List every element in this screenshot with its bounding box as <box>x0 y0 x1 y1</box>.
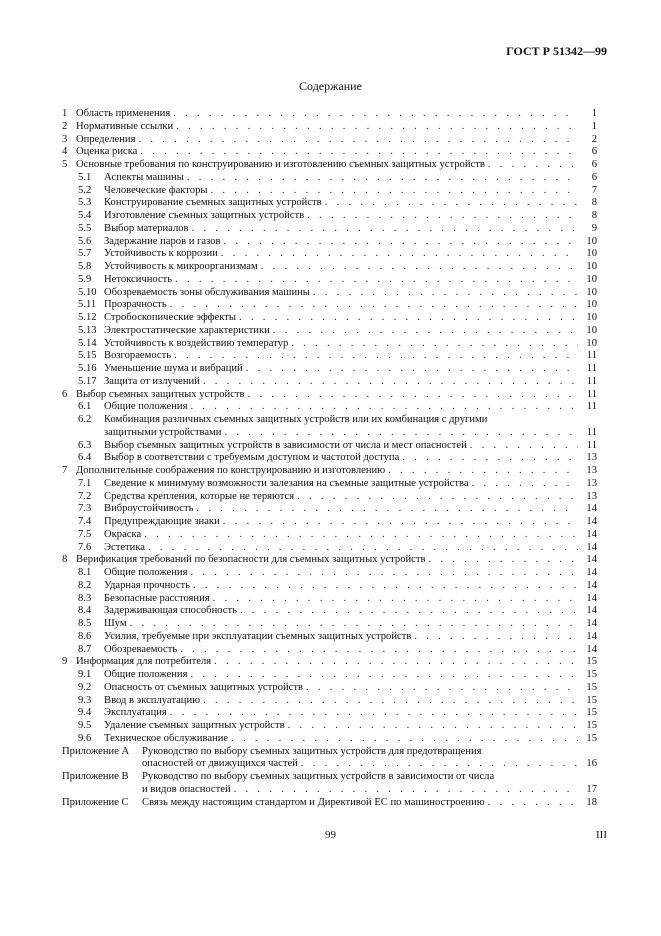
toc-entry-title: Устойчивость к микроорганизмам <box>104 261 258 272</box>
toc-entry-page: 11 <box>586 388 597 400</box>
toc-entry-page: 14 <box>586 554 597 566</box>
toc-dot-leader <box>307 210 578 223</box>
toc-entry-page: 10 <box>586 324 597 336</box>
toc-entry-number: 5.8 <box>78 261 92 272</box>
toc-entry[interactable] <box>62 554 597 567</box>
toc-entry[interactable] <box>62 631 597 644</box>
toc-entry-page: 2 <box>591 133 597 145</box>
toc-entry-title: Определения <box>76 133 136 145</box>
toc-entry-page: 11 <box>586 375 597 387</box>
toc-entry-number: 6.2 <box>78 414 92 425</box>
toc-entry-number: 9 <box>62 656 68 668</box>
toc-entry-number: 8.1 <box>78 567 92 578</box>
toc-dot-leader <box>190 669 578 682</box>
toc-entry-number: 7.5 <box>78 528 92 540</box>
toc-entry-page: 15 <box>586 669 597 680</box>
toc-entry-title: Задерживающая способность <box>104 605 237 617</box>
toc-entry-number: 8.4 <box>78 605 92 617</box>
toc-entry-number: 4 <box>62 146 68 158</box>
toc-entry-page: 6 <box>591 146 597 158</box>
toc-entry-title: Стробоскопические эффекты <box>104 312 236 323</box>
toc-dot-leader <box>203 695 578 708</box>
toc-entry-page: 11 <box>586 426 597 438</box>
toc-entry-title: Общие положения <box>104 669 188 680</box>
toc-entry-page: 11 <box>586 350 597 362</box>
toc-dot-leader <box>414 631 578 644</box>
toc-entry-title: Оценка риска <box>76 146 138 158</box>
toc-entry-title: Руководство по выбору съемных защитных устройств в зависимости от числа <box>142 771 495 782</box>
toc-dot-leader <box>170 299 578 312</box>
toc-dot-leader <box>130 618 578 631</box>
toc-dot-leader <box>306 682 578 695</box>
toc-entry[interactable] <box>62 134 597 147</box>
toc-entry-number: 5.6 <box>78 235 92 247</box>
toc-dot-leader <box>402 452 578 465</box>
toc-entry-number: 5.10 <box>78 286 97 298</box>
toc-entry[interactable] <box>62 465 597 478</box>
toc-entry-title: Опасность от съемных защитных устройств <box>104 681 303 693</box>
toc-entry-page: 14 <box>586 528 597 540</box>
toc-dot-leader <box>196 503 578 516</box>
toc-dot-leader <box>170 707 578 720</box>
toc-entry-page: 7 <box>591 184 597 196</box>
toc-entry-page: 13 <box>586 477 597 489</box>
toc-dot-leader <box>301 758 578 771</box>
toc-entry-page: 13 <box>586 452 597 464</box>
toc-entry-title: Информация для потребителя <box>76 656 212 668</box>
toc-entry-number: 8.2 <box>78 579 92 591</box>
toc-entry[interactable] <box>62 516 597 529</box>
toc-dot-leader <box>273 325 578 338</box>
document-code: ГОСТ Р 51342—99 <box>506 44 607 58</box>
toc-dot-leader <box>148 542 578 555</box>
toc-entry-title: Защита от излучений <box>104 375 200 387</box>
toc-entry-page: 14 <box>586 630 597 642</box>
toc-entry-page: 11 <box>586 439 597 451</box>
toc-entry-title: Задержание паров и газов <box>104 235 221 247</box>
toc-dot-leader <box>180 644 578 657</box>
toc-dot-leader <box>144 529 578 542</box>
toc-entry[interactable] <box>62 758 597 771</box>
toc-entry[interactable] <box>62 108 597 121</box>
toc-entry[interactable] <box>62 185 597 198</box>
toc-entry-title: Комбинация различных съемных защитных устройств или их комбинация с другими <box>104 414 488 425</box>
toc-entry-number: 5.7 <box>78 248 92 260</box>
toc-dot-leader <box>248 389 578 402</box>
toc-entry-title: Выбор съемных защитных устройств <box>76 388 245 400</box>
toc-entry-number: 9.1 <box>78 669 92 680</box>
toc-entry-title: Средства крепления, которые не теряются <box>104 490 295 502</box>
toc-entry-number: 1 <box>62 108 68 119</box>
toc-entry-page: 10 <box>586 286 597 298</box>
toc-dot-leader <box>261 261 578 274</box>
toc-entry-page: 14 <box>586 618 597 629</box>
toc-entry-page: 14 <box>586 592 597 604</box>
toc-entry[interactable] <box>62 707 597 720</box>
toc-entry-title: Выбор материалов <box>104 222 189 234</box>
toc-entry-number: 9.6 <box>78 732 92 744</box>
toc-entry-page: 10 <box>586 299 597 311</box>
toc-entry-page: 8 <box>591 197 597 209</box>
toc-entry-title: Возгораемость <box>104 350 172 362</box>
toc-entry-title: Нетоксичность <box>104 273 173 285</box>
toc-dot-leader <box>488 159 578 172</box>
toc-dot-leader <box>297 491 578 504</box>
toc-dot-leader <box>187 172 578 185</box>
toc-entry-page: 10 <box>586 235 597 247</box>
toc-entry[interactable] <box>62 784 597 797</box>
toc-entry-page: 14 <box>586 541 597 553</box>
toc-entry[interactable] <box>62 580 597 593</box>
toc-entry-title: опасностей от движущихся частей <box>142 758 298 770</box>
toc-entry-page: 18 <box>586 796 597 808</box>
toc-entry-number: 5.3 <box>78 197 92 209</box>
toc-entry[interactable] <box>62 491 597 504</box>
toc-entry-title: Дополнительные соображения по конструированию и изготовлению <box>76 465 386 476</box>
toc-dot-leader <box>140 146 578 159</box>
toc-dot-leader <box>224 427 578 440</box>
toc-entry-number: 5.2 <box>78 184 92 196</box>
toc-entry-title: Прозрачность <box>104 299 167 311</box>
page-number: 99 <box>325 829 336 841</box>
toc-entry-number: 6.1 <box>78 401 92 413</box>
toc-entry[interactable] <box>62 644 597 657</box>
toc-entry[interactable] <box>62 389 597 402</box>
toc-dot-leader <box>173 108 578 121</box>
toc-entry-page: 1 <box>591 108 597 119</box>
toc-entry-page: 15 <box>586 681 597 693</box>
toc-entry[interactable] <box>62 452 597 465</box>
toc-entry[interactable] <box>62 593 597 606</box>
toc-entry-number: 8.5 <box>78 618 92 629</box>
toc-dot-leader <box>488 797 578 810</box>
toc-dot-leader <box>214 656 578 669</box>
toc-dot-leader <box>224 236 578 249</box>
toc-entry[interactable] <box>62 350 597 363</box>
toc-entry[interactable] <box>62 478 597 491</box>
toc-entry[interactable] <box>62 618 597 631</box>
toc-entry-title: Обозреваемость <box>104 643 178 655</box>
toc-entry-title: Нормативные ссылки <box>76 120 174 132</box>
toc-entry-number: 5.5 <box>78 222 92 234</box>
toc-entry[interactable] <box>62 363 597 376</box>
toc-dot-leader <box>246 363 578 376</box>
toc-entry[interactable] <box>62 159 597 172</box>
toc-entry[interactable] <box>62 248 597 261</box>
toc-entry-page: 10 <box>586 337 597 349</box>
toc-entry[interactable] <box>62 682 597 695</box>
toc-entry[interactable] <box>62 746 597 759</box>
toc-entry[interactable] <box>62 669 597 682</box>
toc-entry-title: Руководство по выбору съемных защитных устройств для предотвращения <box>142 745 482 757</box>
toc-entry-page: 14 <box>586 643 597 655</box>
toc-dot-leader <box>174 350 578 363</box>
toc-dot-leader <box>138 134 578 147</box>
toc-entry-page: 9 <box>591 222 597 234</box>
toc-entry[interactable] <box>62 121 597 134</box>
toc-entry-title: защитными устройствами <box>104 426 222 438</box>
toc-dot-leader <box>203 376 578 389</box>
toc-entry-title: Ввод в эксплуатацию <box>104 694 201 706</box>
toc-entry-number: 7.3 <box>78 503 92 515</box>
toc-entry-number: 5 <box>62 159 68 170</box>
toc-entry-number: 7.1 <box>78 477 92 489</box>
toc-entry[interactable] <box>62 236 597 249</box>
toc-entry-page: 16 <box>586 758 597 770</box>
toc-entry[interactable] <box>62 605 597 618</box>
toc-dot-leader <box>291 338 578 351</box>
toc-entry[interactable] <box>62 656 597 669</box>
toc-entry-title: Выбор съемных защитных устройств в зависимости от числа и мест опасностей <box>104 439 467 451</box>
toc-entry-title: Устойчивость к воздействию температур <box>104 337 289 349</box>
toc-entry[interactable] <box>62 720 597 733</box>
toc-entry-title: и видов опасностей <box>142 783 231 795</box>
toc-entry-page: 11 <box>586 401 597 413</box>
toc-entry-title: Усилия, требуемые при эксплуатации съемных защитных устройств <box>104 630 412 642</box>
toc-entry-page: 15 <box>586 694 597 706</box>
toc-entry[interactable] <box>62 287 597 300</box>
toc-entry-number: Приложение С <box>62 796 129 808</box>
toc-entry-number: 7.2 <box>78 490 92 502</box>
toc-entry-number: Приложение В <box>62 771 129 782</box>
toc-entry-number: 5.9 <box>78 273 92 285</box>
toc-entry[interactable] <box>62 503 597 516</box>
toc-entry[interactable] <box>62 440 597 453</box>
toc-entry-title: Эксплуатация <box>104 707 167 719</box>
toc-entry-number: Приложение А <box>62 745 130 757</box>
toc-dot-leader <box>193 580 578 593</box>
toc-entry-number: 7.6 <box>78 541 92 553</box>
toc-entry-title: Аспекты машины <box>104 171 184 183</box>
toc-dot-leader <box>429 554 579 567</box>
toc-entry-page: 14 <box>586 503 597 515</box>
toc-entry[interactable] <box>62 771 597 784</box>
toc-entry[interactable] <box>62 261 597 274</box>
toc-entry[interactable] <box>62 146 597 159</box>
toc-dot-leader <box>192 223 578 236</box>
toc-entry-number: 8.7 <box>78 643 92 655</box>
toc-entry-title: Изготовление съемных защитных устройств <box>104 210 305 221</box>
toc-dot-leader <box>213 593 578 606</box>
toc-entry-page: 6 <box>591 159 597 170</box>
toc-entry[interactable] <box>62 695 597 708</box>
roman-page-number: III <box>596 829 607 841</box>
toc-entry[interactable] <box>62 299 597 312</box>
toc-entry-page: 15 <box>586 732 597 744</box>
toc-dot-leader <box>239 312 578 325</box>
toc-entry-number: 3 <box>62 133 68 145</box>
toc-entry-number: 8 <box>62 554 68 566</box>
toc-entry[interactable] <box>62 401 597 414</box>
toc-dot-leader <box>240 605 578 618</box>
toc-entry[interactable] <box>62 376 597 389</box>
toc-entry-title: Эстетика <box>104 541 146 553</box>
toc-entry-title: Удаление съемных защитных устройств <box>104 720 285 731</box>
toc-entry-page: 15 <box>586 720 597 731</box>
toc-dot-leader <box>175 274 578 287</box>
toc-entry-number: 9.2 <box>78 681 92 693</box>
toc-entry-title: Техническое обслуживание <box>104 732 229 744</box>
toc-entry-page: 10 <box>586 261 597 272</box>
toc-entry-number: 9.4 <box>78 707 92 719</box>
toc-entry[interactable] <box>62 274 597 287</box>
toc-entry-number: 5.12 <box>78 312 97 323</box>
toc-entry-page: 14 <box>586 516 597 527</box>
toc-dot-leader <box>325 197 578 210</box>
page-title: Содержание <box>299 79 362 93</box>
toc-entry[interactable] <box>62 325 597 338</box>
toc-entry-page: 14 <box>586 579 597 591</box>
toc-entry-title: Верификация требований по безопасности для съемных защитных устройств <box>76 554 426 566</box>
toc-entry-page: 8 <box>591 210 597 221</box>
toc-dot-leader <box>223 516 578 529</box>
toc-entry[interactable] <box>62 223 597 236</box>
toc-entry-page: 10 <box>586 312 597 323</box>
toc-entry-title: Шум <box>104 618 127 629</box>
toc-dot-leader <box>190 401 578 414</box>
toc-entry[interactable] <box>62 542 597 555</box>
toc-entry-page: 14 <box>586 605 597 617</box>
toc-entry-number: 6.4 <box>78 452 92 464</box>
toc-dot-leader <box>388 465 578 478</box>
toc-entry-title: Конструирование съемных защитных устройств <box>104 197 322 209</box>
toc-entry[interactable] <box>62 529 597 542</box>
toc-entry-page: 10 <box>586 248 597 260</box>
toc-entry-title: Уменьшение шума и вибраций <box>104 363 243 374</box>
toc-entry-number: 5.17 <box>78 375 97 387</box>
toc-entry[interactable] <box>62 567 597 580</box>
toc-entry-title: Окраска <box>104 528 142 540</box>
toc-entry-number: 6.3 <box>78 439 92 451</box>
toc-entry-number: 5.13 <box>78 324 97 336</box>
toc-entry[interactable] <box>62 797 597 810</box>
toc-entry-number: 8.3 <box>78 592 92 604</box>
toc-entry-title: Ударная прочность <box>104 579 191 591</box>
toc-entry-page: 15 <box>586 656 597 668</box>
toc-entry[interactable] <box>62 172 597 185</box>
toc-entry-title: Область применения <box>76 108 171 119</box>
toc-entry-number: 5.4 <box>78 210 92 221</box>
toc-entry-number: 9.5 <box>78 720 92 731</box>
toc-entry-page: 15 <box>586 707 597 719</box>
toc-entry-number: 5.1 <box>78 171 92 183</box>
toc-entry-number: 5.14 <box>78 337 97 349</box>
toc-entry[interactable] <box>62 338 597 351</box>
toc-entry-page: 17 <box>586 783 597 795</box>
toc-entry-title: Выбор в соответствии с требуемым доступом и частотой доступа <box>104 452 400 464</box>
toc-entry-page: 11 <box>586 363 597 374</box>
toc-entry-title: Предупреждающие знаки <box>104 516 220 527</box>
toc-dot-leader <box>211 185 579 198</box>
toc-entry-page: 10 <box>586 273 597 285</box>
toc-entry[interactable] <box>62 427 597 440</box>
toc-entry[interactable] <box>62 312 597 325</box>
toc-entry-page: 13 <box>586 465 597 476</box>
toc-entry-number: 8.6 <box>78 630 92 642</box>
toc-entry-title: Электростатические характеристики <box>104 324 270 336</box>
toc-dot-leader <box>472 478 578 491</box>
toc-entry-page: 1 <box>591 120 597 132</box>
toc-entry-title: Безопасные расстояния <box>104 592 210 604</box>
toc-entry-title: Человеческие факторы <box>104 184 208 196</box>
toc-dot-leader <box>288 720 578 733</box>
toc-dot-leader <box>190 567 578 580</box>
toc-entry-title: Сведение к минимуму возможности залезания на съемные защитные устройства <box>104 477 469 489</box>
toc-dot-leader <box>176 121 578 134</box>
toc-entry-title: Основные требования по конструированию и изготовлению съемных защитных устройств <box>76 159 485 170</box>
toc-entry-number: 2 <box>62 120 68 132</box>
toc-dot-leader <box>470 440 578 453</box>
toc-entry-page: 13 <box>586 490 597 502</box>
toc-entry-page: 14 <box>586 567 597 578</box>
toc-entry[interactable] <box>62 414 597 427</box>
table-of-contents <box>62 108 597 809</box>
toc-entry-number: 7 <box>62 465 68 476</box>
toc-dot-leader <box>234 784 578 797</box>
toc-entry-number: 5.11 <box>78 299 97 311</box>
toc-entry-title: Виброустойчивость <box>104 503 194 515</box>
toc-entry[interactable] <box>62 210 597 223</box>
toc-entry-title: Устойчивость к коррозии <box>104 248 218 260</box>
toc-entry-page: 6 <box>591 171 597 183</box>
toc-entry[interactable] <box>62 197 597 210</box>
toc-entry-number: 5.15 <box>78 350 97 362</box>
toc-entry-number: 6 <box>62 388 68 400</box>
toc-dot-leader <box>221 248 578 261</box>
toc-entry-number: 9.3 <box>78 694 92 706</box>
toc-dot-leader <box>313 287 578 300</box>
toc-entry-title: Общие положения <box>104 401 188 413</box>
toc-entry[interactable] <box>62 733 597 746</box>
toc-dot-leader <box>231 733 578 746</box>
toc-entry-title: Общие положения <box>104 567 188 578</box>
toc-entry-number: 5.16 <box>78 363 97 374</box>
toc-entry-title: Связь между настоящим стандартом и Директивой ЕС по машиностроению <box>142 796 485 808</box>
toc-entry-title: Обозреваемость зоны обслуживания машины <box>104 286 310 298</box>
toc-entry-number: 7.4 <box>78 516 92 527</box>
